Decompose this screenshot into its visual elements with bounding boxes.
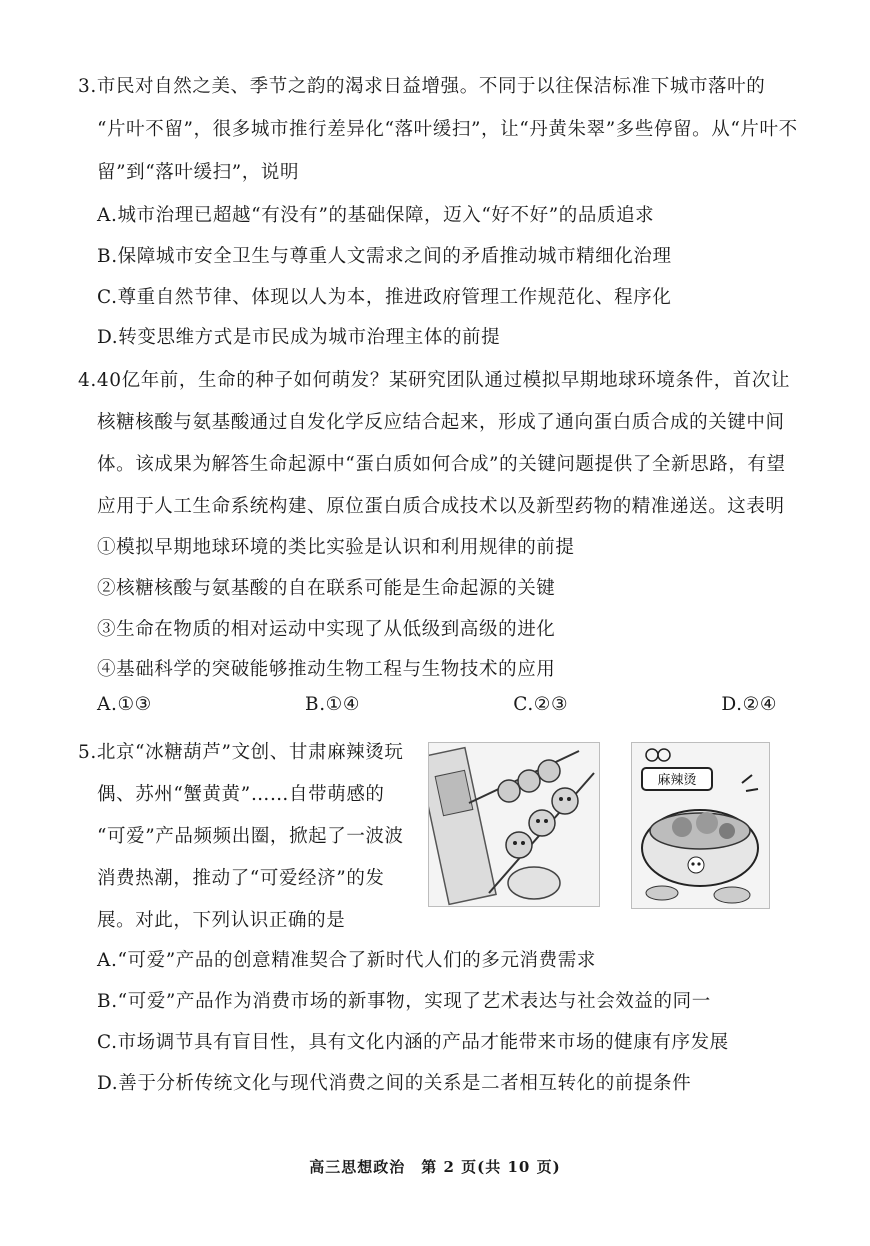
q5-stem-line-4: 消费热潮，推动了“可爱经济”的发 [97, 868, 385, 889]
q4-stem-line-1: 4.40亿年前，生命的种子如何萌发？某研究团队通过模拟早期地球环境条件，首次让 [78, 370, 791, 391]
q4-choices [97, 694, 777, 715]
q4-choice-b: B.①④ [305, 694, 361, 715]
q3-option-d: D.转变思维方式是市民成为城市治理主体的前提 [97, 327, 501, 348]
q5-stem-line-1: 5.北京“冰糖葫芦”文创、甘肃麻辣烫玩 [78, 742, 404, 763]
q4-choice-d: D.②④ [721, 694, 777, 715]
q3-stem-line-2: “片叶不留”，很多城市推行差异化“落叶缓扫”，让“丹黄朱翠”多些停留。从“片叶不 [97, 119, 798, 140]
figure-tanghulu [428, 742, 600, 907]
q4-choice-a: A.①③ [97, 694, 152, 715]
q4-choice-c: C.②③ [513, 694, 569, 715]
q3-stem-line-3: 留”到“落叶缓扫”，说明 [97, 162, 300, 183]
q5-option-b: B.“可爱”产品作为消费市场的新事物，实现了艺术表达与社会效益的同一 [97, 991, 711, 1012]
q3-stem-line-1: 3.市民对自然之美、季节之韵的渴求日益增强。不同于以往保洁标准下城市落叶的 [78, 76, 766, 97]
figure2-label: 麻辣烫 [657, 773, 697, 788]
q4-item-2: ②核糖核酸与氨基酸的自在联系可能是生命起源的关键 [97, 578, 556, 599]
q5-stem-line-3: “可爱”产品频频出圈，掀起了一波波 [97, 826, 404, 847]
q3-option-c: C.尊重自然节律、体现以人为本，推进政府管理工作规范化、程序化 [97, 287, 672, 308]
page-footer: 高三思想政治 第 2 页(共 10 页) [309, 1158, 561, 1176]
q4-item-3: ③生命在物质的相对运动中实现了从低级到高级的进化 [97, 619, 556, 640]
q3-option-b: B.保障城市安全卫生与尊重人文需求之间的矛盾推动城市精细化治理 [97, 246, 672, 267]
q5-option-a: A.“可爱”产品的创意精准契合了新时代人们的多元消费需求 [97, 950, 596, 971]
q4-item-4: ④基础科学的突破能够推动生物工程与生物技术的应用 [97, 659, 556, 680]
q4-stem-line-4: 应用于人工生命系统构建、原位蛋白质合成技术以及新型药物的精准递送。这表明 [97, 496, 785, 517]
q5-option-d: D.善于分析传统文化与现代消费之间的关系是二者相互转化的前提条件 [97, 1073, 692, 1094]
q5-option-c: C.市场调节具有盲目性，具有文化内涵的产品才能带来市场的健康有序发展 [97, 1032, 729, 1053]
q5-stem-line-2: 偶、苏州“蟹黄黄”……自带萌感的 [97, 784, 385, 805]
q5-stem-line-5: 展。对此，下列认识正确的是 [97, 910, 346, 931]
q3-option-a: A.城市治理已超越“有没有”的基础保障，迈入“好不好”的品质追求 [97, 205, 655, 226]
q4-stem-line-2: 核糖核酸与氨基酸通过自发化学反应结合起来，形成了通向蛋白质合成的关键中间 [97, 412, 785, 433]
q4-item-1: ①模拟早期地球环境的类比实验是认识和利用规律的前提 [97, 537, 575, 558]
q4-stem-line-3: 体。该成果为解答生命起源中“蛋白质如何合成”的关键问题提供了全新思路，有望 [97, 454, 786, 475]
figure-malatang [631, 742, 770, 909]
